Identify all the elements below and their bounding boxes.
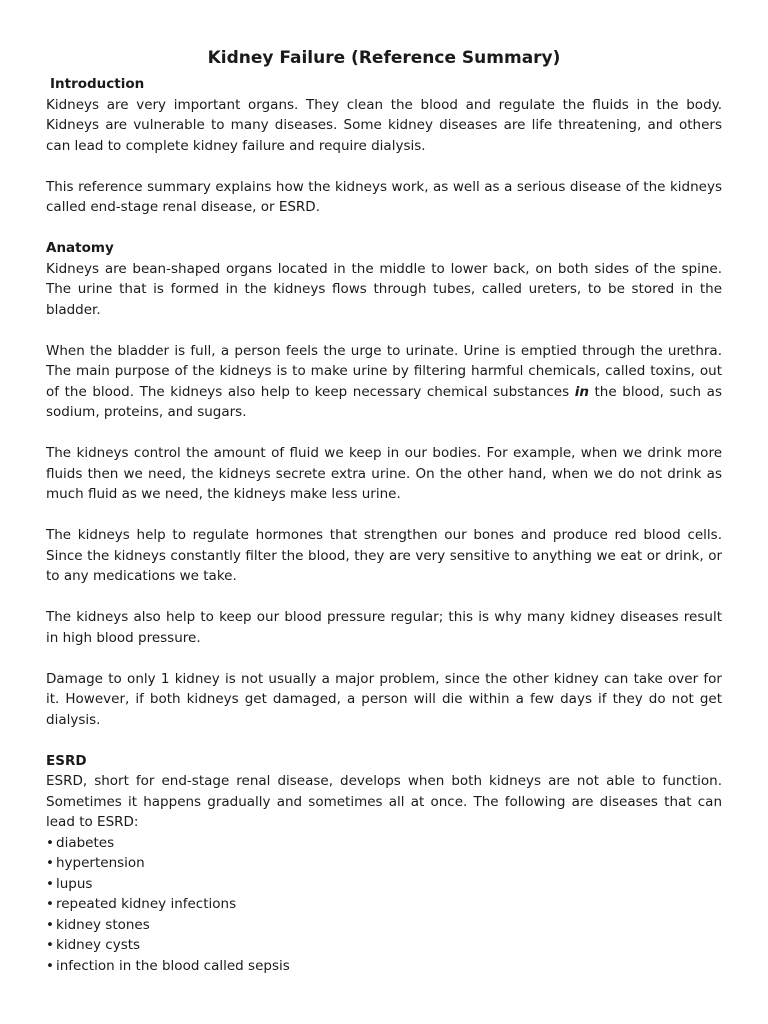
anatomy-paragraph-5: The kidneys also help to keep our blood pressure regular; this is why many kidney diseases result in high blood pressure. (46, 609, 722, 646)
anatomy-paragraph-2-emphasis: in (574, 383, 589, 400)
list-item (46, 894, 722, 915)
bullet-icon: • (46, 855, 54, 871)
list-item (46, 935, 722, 956)
introduction-paragraph-2: This reference summary explains how the kidneys work, as well as a serious disease of the kidneys called end-stage renal disease, or ESRD. (46, 178, 722, 215)
esrd-disease-list (46, 833, 722, 977)
bullet-icon: • (46, 834, 54, 851)
list-item-text: lupus (56, 875, 93, 892)
list-item-text: repeated kidney infections (56, 896, 237, 912)
anatomy-paragraph-3: The kidneys control the amount of fluid we keep in our bodies. For example, when we drink more fluids then we need, the kidneys secrete extra urine. On the other hand, when we do not drink as much fluid as we need, the kidneys make less urine. (46, 445, 722, 502)
anatomy-paragraph-6: Damage to only 1 kidney is not usually a major problem, since the other kidney can take over for it. However, if both kidneys get damaged, a person will die within a few days if they do not get dialysis. (46, 670, 722, 728)
introduction-section (46, 74, 722, 218)
introduction-heading: Introduction (50, 76, 145, 92)
anatomy-paragraph-4: The kidneys help to regulate hormones that strengthen our bones and produce red blood cells. Since the kidneys constantly filter the blood, they are very sensitive to anything we eat or drink, or to any medications we take. (46, 527, 722, 584)
bullet-icon: • (46, 937, 54, 953)
anatomy-paragraph-1: Kidneys are bean-shaped organs located in the middle to lower back, on both sides of the spine. The urine that is formed in the kidneys flows through tubes, called ureters, to be stored in the bladder. (46, 260, 722, 318)
bullet-icon: • (46, 916, 54, 933)
list-item-text: hypertension (56, 855, 145, 871)
list-item-text: infection in the blood called sepsis (56, 957, 290, 974)
bullet-icon: • (46, 896, 54, 912)
anatomy-paragraph-2 (46, 341, 722, 423)
esrd-paragraph-1: ESRD, short for end-stage renal disease, develops when both kidneys are not able to function. Sometimes it happens gradually and sometimes all at once. The following are diseases that can lead to ESRD: (46, 773, 722, 830)
anatomy-heading: Anatomy (46, 240, 114, 256)
bullet-icon: • (46, 957, 54, 974)
bullet-icon: • (46, 875, 54, 892)
document-page (46, 46, 722, 976)
list-item-text: kidney stones (56, 916, 150, 933)
list-item (46, 956, 722, 977)
list-item (46, 853, 722, 874)
list-item-text: diabetes (56, 834, 115, 851)
list-item (46, 874, 722, 895)
esrd-section (46, 751, 722, 977)
anatomy-section (46, 238, 722, 730)
anatomy-paragraph-2-end: the blood, such as sodium, proteins, and sugars. (46, 383, 722, 420)
introduction-paragraph-1: Kidneys are very important organs. They clean the blood and regulate the fluids in the body. Kidneys are vulnerable to many diseases. Some kidney diseases are life threatening, and others can lead to complete kidney failure and require dialysis. (46, 96, 722, 154)
list-item (46, 915, 722, 936)
list-item (46, 833, 722, 854)
esrd-heading: ESRD (46, 752, 87, 769)
anatomy-paragraph-2-start: When the bladder is full, a person feels the urge to urinate. Urine is emptied through the urethra. The main purpose of the kidneys is to make urine by filtering harmful chemicals, called toxins, out of the blood. The kidneys also help to keep necessary chemical substances (46, 342, 722, 400)
document-title: Kidney Failure (Reference Summary) (207, 48, 561, 68)
list-item-text: kidney cysts (56, 937, 141, 953)
